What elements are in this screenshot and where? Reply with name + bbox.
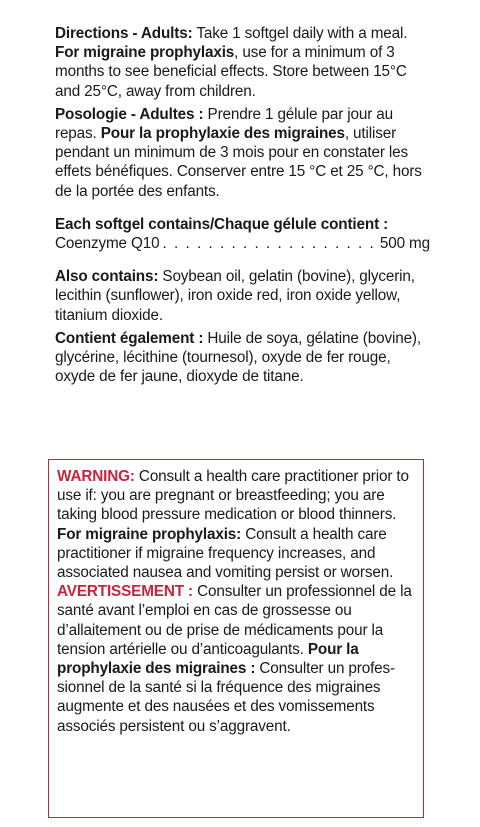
directions-fr-heading: Posologie - Adultes : bbox=[55, 105, 204, 123]
ingredient-amount: 500 mg bbox=[379, 235, 430, 253]
warning-en-migraine: For migraine prophylaxis: bbox=[57, 525, 242, 543]
contents-heading: Each softgel contains/Chaque gélule contient : bbox=[55, 215, 389, 233]
also-contains-fr-text: Huile de soya, gélatine (bovine), glycérine, lécithine (tournesol), oxyde de fer rouge, oxyde de fer jaune, dioxyde de titane. bbox=[55, 329, 421, 386]
ingredient-row bbox=[55, 234, 430, 253]
also-contains-en-heading: Also contains: bbox=[55, 268, 159, 286]
directions-en-text-2: , use for a minimum of 3 months to see beneficial effects. Store between 15°C and 25°C, away from children. bbox=[55, 44, 407, 100]
directions-en-text: Take 1 softgel daily with a meal. bbox=[192, 25, 408, 42]
warning-en-text-2: Consult a health care practitioner if migraine frequency increases, and associated nausea and vomiting persist or worsen. bbox=[57, 525, 394, 582]
directions-en-heading: Directions - Adults: bbox=[55, 25, 193, 42]
directions-en bbox=[55, 24, 430, 101]
ingredient-name: Coenzyme Q10 bbox=[55, 235, 160, 253]
warning-en-heading: WARNING: bbox=[57, 468, 135, 485]
warning-box bbox=[48, 459, 424, 818]
directions-en-migraine: For migraine prophylaxis bbox=[55, 44, 235, 62]
warning-fr-heading: AVERTISSEMENT : bbox=[57, 583, 193, 601]
warning-en-text: Consult a health care practitioner prior to use if: you are pregnant or breastfeeding; you are taking blood pressure medication or blood thinners. bbox=[57, 468, 409, 524]
directions-fr-text-2: , utiliser pendant un minimum de 3 mois pour en constater les effets bénéfiques. Conserver entre 15 °C et 25 °C, hors de la portée des enfants. bbox=[55, 125, 422, 200]
dot-leader bbox=[162, 234, 376, 253]
also-contains-en-text: Soybean oil, gelatin (bovine), glycerin, lecithin (sunflower), iron oxide red, iron oxide yellow, titanium dioxide. bbox=[55, 268, 415, 324]
warning-en bbox=[57, 467, 415, 582]
warning-fr-migraine: Pour la prophylaxie des migraines : bbox=[57, 640, 359, 678]
also-contains-fr-heading: Contient également : bbox=[55, 329, 204, 347]
product-label-text bbox=[55, 24, 430, 386]
warning-fr-text: Consulter un professionnel de la santé avant l’emploi en cas de grossesse ou d’allaitement ou de prise de médicaments pour la tension artérielle ou d’anticoagulants. bbox=[57, 583, 412, 658]
directions-fr-text: Prendre 1 gélule par jour au repas. bbox=[55, 105, 393, 143]
warning-fr-text-2: Consulter un professionnel de la santé si la fréquence des migraines augmente et des nausées et des vomissements associés persistent ou s’aggravent. bbox=[57, 660, 396, 735]
also-contains-fr bbox=[55, 329, 430, 387]
directions-fr-migraine: Pour la prophylaxie des migraines bbox=[100, 125, 345, 143]
warning-fr bbox=[57, 582, 415, 736]
directions-fr bbox=[55, 105, 430, 201]
also-contains-en bbox=[55, 267, 430, 325]
